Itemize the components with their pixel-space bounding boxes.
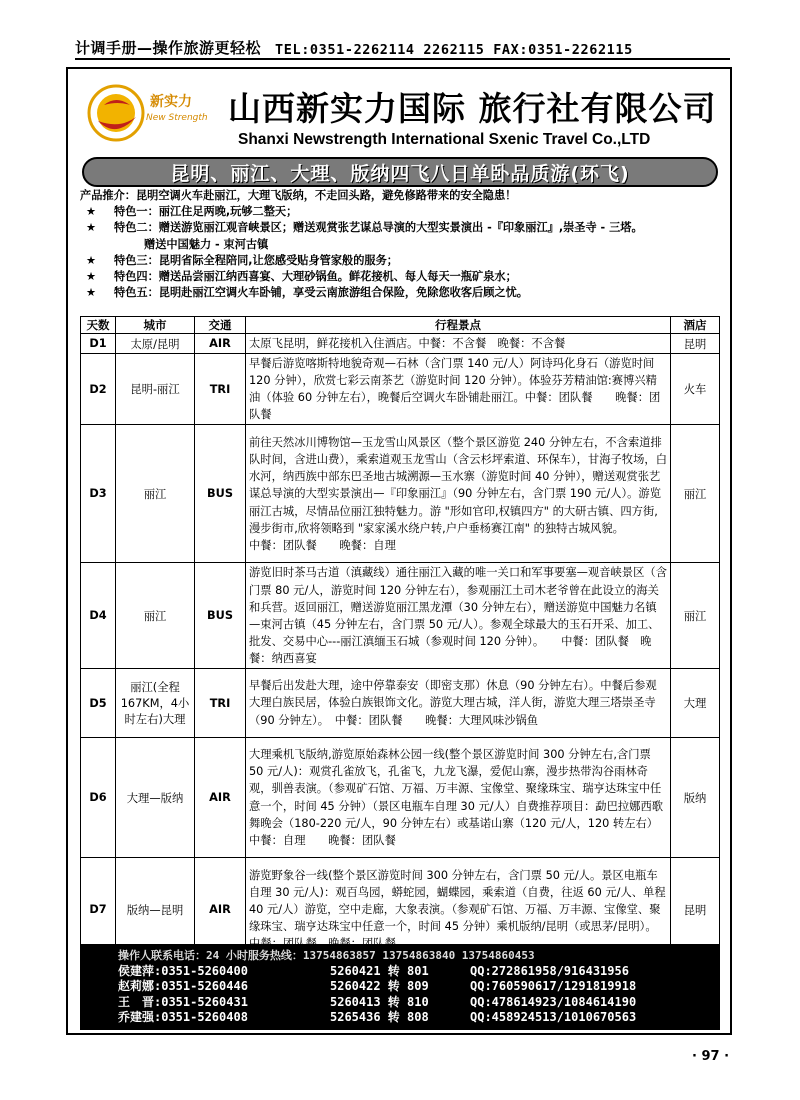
contact-row [118,1010,714,1026]
itinerary-cell: 大理乘机飞版纳,游览原始森林公园一线(整个景区游览时间 300 分钟左右,含门票 50 元/人)：观赏孔雀放飞，孔雀飞，九龙飞瀑，爱伲山寨，漫步热带沟谷雨林奇观，驯兽表演。（参观矿石馆、万福、万丰源、宝像堂、聚缘珠宝、瑞亨达珠宝中任意一个，时间 45 分钟）（景区电瓶车自理 30 元/人）自费推荐项目：勐巴拉娜西歌舞晚会（180-220 元/人，90 分钟左右）或基诺山寨（120 元/人，120 转左右） 中餐：自理 晚餐：团队餐 [246,738,671,858]
itinerary-cell: 游览旧时茶马古道（滇藏线）通往丽江入藏的唯一关口和军事要塞—观音峡景区（含门票 80 元/人，游览时间 120 分钟左右），参观丽江土司木老爷曾在此设立的海关和兵营。返回丽江，赠送游览丽江黑龙潭（30 分钟左右），赠送游览中国魅力名镇—束河古镇（45 分钟左右，含门票 50 元/人）。参观全球最大的玉石开采、加工、批发、交易中心---丽江滇缅玉石城（参观时间 120 分钟）。 中餐：团队餐 晚餐：纳西喜宴 [246,563,671,669]
feature-item: ★ 特色五：昆明赴丽江空调火车卧铺，享受云南旅游组合保险，免除您收客后顾之忧。 [80,285,720,301]
itinerary-cell: 前往天然冰川博物馆—玉龙雪山风景区（整个景区游览 240 分钟左右，不含索道排队时间，含进山费），乘索道观玉龙雪山（含云杉坪索道、环保车），甘海子牧场，白水河，纳西族中部东巴圣地古城溯源—玉水寨（游览时间 40 分钟），赠送观赏张艺谋总导演的大型实景演出—『印象丽江』（90 分钟左右，含门票 190 元/人）。游览丽江古城，尽情品位丽江独特魅力。游 "形如官印,权镇四方" 的大研古镇、四方街,漫步街市,欣将领略到 "家家溪水绕户转,户户垂杨赛江南" 的独特古城风貌。 中餐：团队餐 晚餐：自理 [246,425,671,563]
hotel-cell: 大理 [671,669,720,738]
contact-numbers: TEL:0351-2262114 2262115 FAX:0351-2262115 [275,42,633,58]
company-header [68,69,730,159]
contact-ext: 5260422 转 809 [330,979,429,994]
city-cell: 昆明-丽江 [116,354,195,425]
table-row [81,334,720,354]
star-icon: ★ [86,221,97,235]
contact-qq: QQ:272861958/916431956 [470,963,629,978]
contact-row [118,964,714,980]
top-header-bar [75,36,730,60]
day-cell: D7 [81,858,116,962]
itinerary-table [80,316,720,962]
city-cell: 丽江 [116,563,195,669]
contact-name-tel: 乔建强:0351-5260408 [118,1010,248,1025]
page-number: · 97 · [692,1049,730,1064]
contact-ext: 5260421 转 801 [330,963,429,978]
company-name-cn: 山西新实力国际 旅行社有限公司 [228,89,717,128]
contact-row [118,995,714,1011]
itinerary-cell: 早餐后游览喀斯特地貌奇观—石林（含门票 140 元/人）阿诗玛化身石（游览时间 120 分钟），欣赏七彩云南茶艺（游览时间 120 分钟）。体验芬芳精油馆:赛博兴精油（体验 60 分钟左右），晚餐后空调火车卧铺赴丽江。中餐：团队餐 晚餐：团队餐 [246,354,671,425]
day-cell: D4 [81,563,116,669]
city-cell: 丽江(全程167KM，4小时左右)大理 [116,669,195,738]
transport-cell: BUS [195,563,246,669]
product-intro [80,188,720,301]
transport-cell: AIR [195,858,246,962]
contact-ext: 5260413 转 810 [330,994,429,1009]
hotel-cell: 昆明 [671,858,720,962]
header-transport: 交通 [195,317,246,334]
contact-name-tel: 侯建萍:0351-5260400 [118,963,248,978]
contact-qq: QQ:478614923/1084614190 [470,994,637,1009]
hotel-cell: 丽江 [671,563,720,669]
logo-chinese-text: 新实力 [150,94,192,110]
star-icon: ★ [86,253,97,267]
hotel-cell: 昆明 [671,334,720,354]
page-frame [66,67,732,1035]
tour-title-banner [82,157,718,187]
contact-name-tel: 赵莉娜:0351-5260446 [118,979,248,994]
feature-extra: 赠送中国魅力 - 束河古镇 [144,237,269,251]
contact-qq: QQ:458924513/1010670563 [470,1010,637,1025]
city-cell: 版纳—昆明 [116,858,195,962]
city-cell: 太原/昆明 [116,334,195,354]
itinerary-cell: 早餐后出发赴大理，途中停靠泰安（即密支那）休息（90 分钟左右）。中餐后参观大理白族民居，体验白族银饰文化。游览大理古城，洋人街，游览大理三塔崇圣寺（90 分钟左）。 中餐：团队餐 晚餐：大理风味沙锅鱼 [246,669,671,738]
feature-item: ★ 特色四：赠送品尝丽江纳西喜宴、大理砂锅鱼。鲜花接机、每人每天一瓶矿泉水； [80,269,720,285]
city-cell: 丽江 [116,425,195,563]
header-hotel: 酒店 [671,317,720,334]
transport-cell: BUS [195,425,246,563]
star-icon: ★ [86,205,97,219]
feature-item: ★ 特色一：丽江住足两晚,玩够二整天； [80,204,720,220]
transport-cell: TRI [195,669,246,738]
table-row [81,738,720,858]
hotel-cell: 版纳 [671,738,720,858]
star-icon: ★ [86,270,97,284]
table-row [81,354,720,425]
itinerary-cell: 游览野象谷一线(整个景区游览时间 300 分钟左右，含门票 50 元/人。景区电瓶车自理 30 元/人)：观百鸟园，蟒蛇园，蝴蝶园，乘索道（自费，往返 60 元/人、单程 40 元/人）游览，空中走廊，大象表演。（参观矿石馆、万福、万丰源、宝像堂、聚缘珠宝、瑞亨达珠宝中任意一个，时间 45 分钟）乘机版纳/昆明（或思茅/昆明）。 [246,858,671,962]
contact-name-tel: 王 晋:0351-5260431 [118,994,248,1009]
sun-logo-icon [86,83,146,143]
table-header-row [81,317,720,334]
day-cell: D2 [81,354,116,425]
header-day: 天数 [81,317,116,334]
table-row [81,669,720,738]
day-cell: D5 [81,669,116,738]
hotel-cell: 火车 [671,354,720,425]
day-cell: D6 [81,738,116,858]
contact-row [118,979,714,995]
contact-footer [80,944,720,1030]
itinerary-cell: 太原飞昆明，鲜花接机入住酒店。中餐：不含餐 晚餐：不含餐 [246,334,671,354]
header-city: 城市 [116,317,195,334]
transport-cell: TRI [195,354,246,425]
table-row [81,563,720,669]
company-name-en: Shanxi Newstrength International Sxenic Travel Co.,LTD [238,131,651,148]
day-cell: D3 [81,425,116,563]
company-logo [82,81,212,147]
contact-ext: 5265436 转 808 [330,1010,429,1025]
tour-title: 昆明、丽江、大理、版纳四飞八日单卧品质游(环飞) [170,162,630,185]
logo-english-text: New Strength [146,113,208,123]
transport-cell: AIR [195,738,246,858]
hotel-cell: 丽江 [671,425,720,563]
star-icon: ★ [86,286,97,300]
contact-qq: QQ:760590617/1291819918 [470,979,637,994]
feature-item: ★ 特色三：昆明省际全程陪同,让您感受贴身管家般的服务； [80,253,720,269]
city-cell: 大理—版纳 [116,738,195,858]
hotline-text: 操作人联系电话：24 小时服务热线：13754863857 13754863840 13754860453 [118,949,535,962]
transport-cell: AIR [195,334,246,354]
feature-item: ★ 特色二：赠送游览丽江观音峡景区；赠送观赏张艺谋总导演的大型实景演出 -『印象丽江』,崇圣寺 - 三塔。 [80,220,720,236]
table-row [81,425,720,563]
handbook-slogan: 计调手册—操作旅游更轻松 [75,39,262,57]
product-summary: 产品推介：昆明空调火车赴丽江，大理飞版纳，不走回头路，避免修路带来的安全隐患！ [80,189,517,202]
header-itinerary: 行程景点 [246,317,671,334]
day-cell: D1 [81,334,116,354]
